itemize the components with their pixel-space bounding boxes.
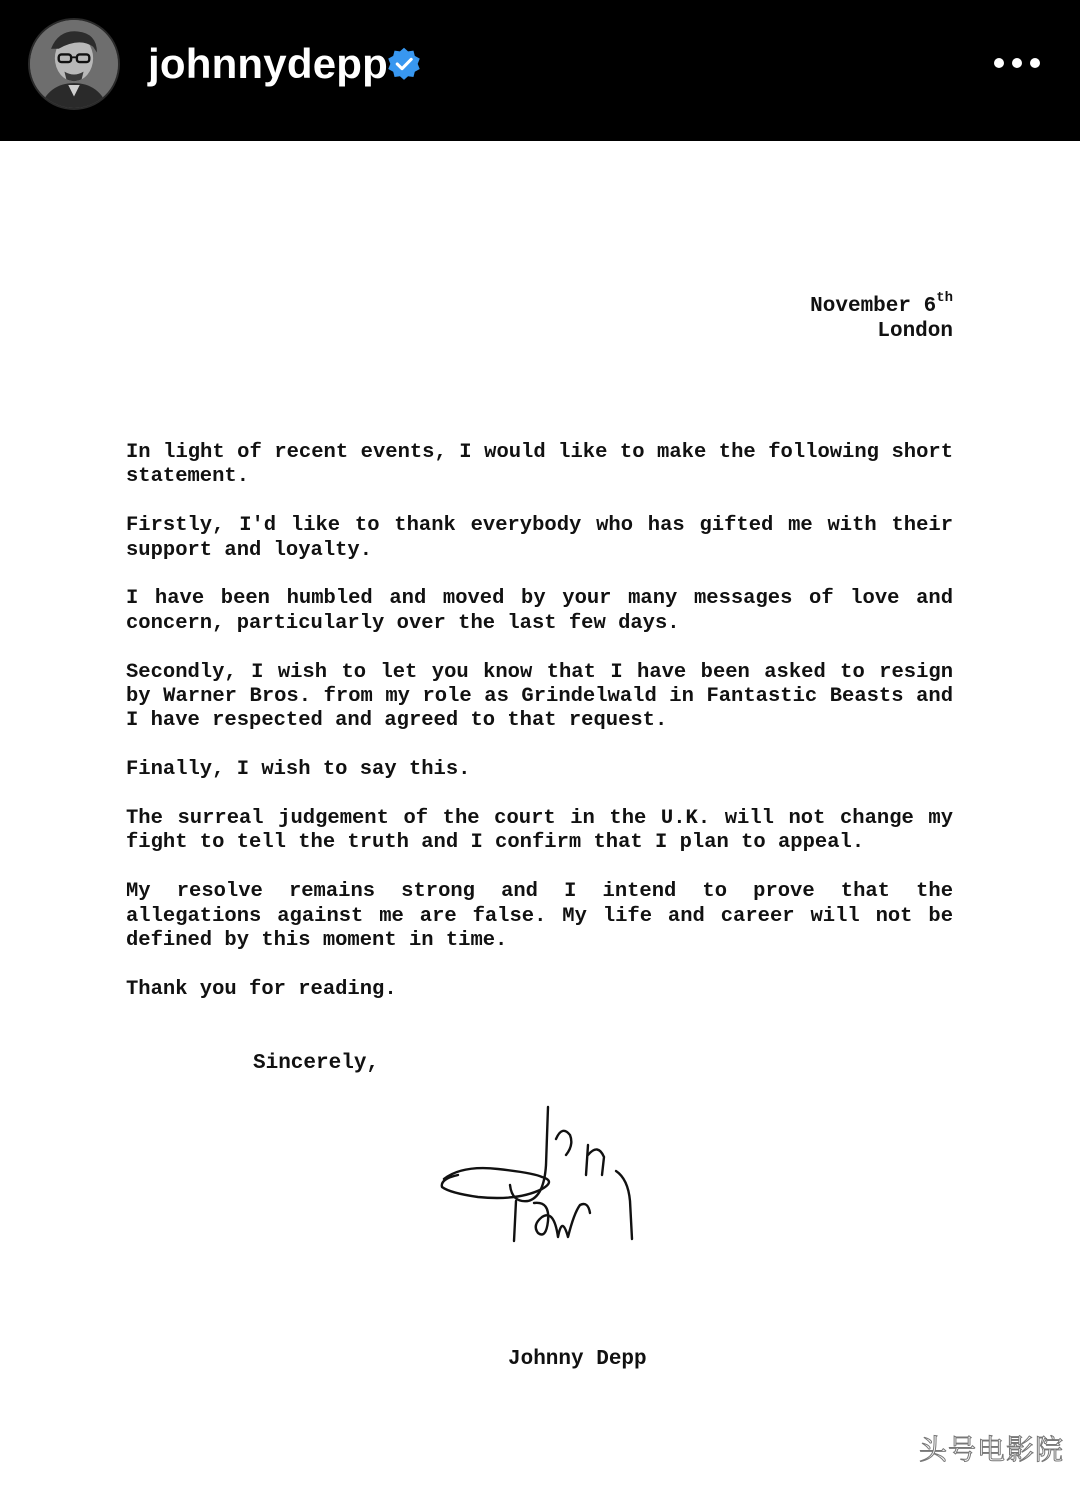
letter-paragraph: Firstly, I'd like to thank everybody who has gifted me with their support and loyalty. — [126, 514, 953, 562]
watermark: 头号电影院 — [918, 1433, 1064, 1466]
letter-paragraph: Thank you for reading. — [126, 977, 397, 1001]
letter-paragraph: Secondly, I wish to let you know that I have been asked to resign by Warner Bros. from my role as Grindelwald in Fantastic Beasts and I have respected and agreed to that request. — [126, 660, 953, 733]
letter-date-location — [810, 290, 953, 344]
profile-username[interactable]: johnnydepp — [148, 40, 388, 87]
more-options-icon[interactable] — [990, 48, 1044, 78]
letter-paragraph: Finally, I wish to say this. — [126, 758, 471, 782]
letter-body — [126, 441, 953, 1027]
letter-date — [810, 290, 953, 319]
avatar[interactable] — [28, 18, 120, 110]
profile-header — [0, 0, 1080, 141]
avatar-portrait-icon — [30, 20, 118, 108]
letter-paragraph: The surreal judgement of the court in the U.K. will not change my fight to tell the truth and I confirm that I plan to appeal. — [126, 807, 953, 855]
letter-date-text: November 6 — [810, 295, 937, 318]
handwritten-signature — [438, 1105, 638, 1249]
verified-badge-icon — [386, 46, 422, 82]
letter-paragraph: My resolve remains strong and I intend to prove that the allegations against me are false. My life and career will not be defined by this moment in time. — [126, 880, 953, 953]
letter-image — [0, 141, 1080, 1488]
letter-paragraph: In light of recent events, I would like to make the following short statement. — [126, 441, 953, 489]
letter-paragraph: I have been humbled and moved by your many messages of love and concern, particularly over the last few days. — [126, 587, 953, 635]
letter-date-suffix: th — [936, 290, 953, 306]
signer-name: Johnny Depp — [508, 1348, 647, 1371]
letter-closing: Sincerely, — [253, 1052, 380, 1075]
letter-place: London — [877, 320, 953, 343]
